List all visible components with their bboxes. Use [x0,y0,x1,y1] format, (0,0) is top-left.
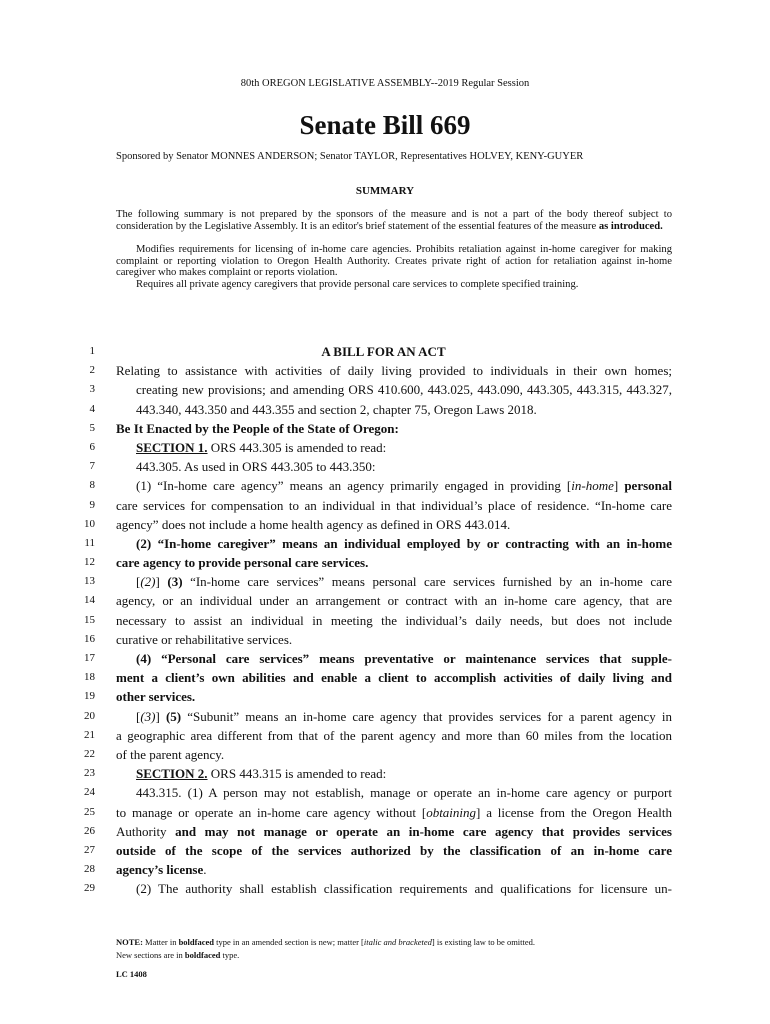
line-number: 19 [84,690,95,703]
text-run: (2) “In-home caregiver” means an individual employed by or contracting with an in-home [136,535,672,551]
line-text [116,668,672,687]
text-run: in-home [571,478,614,494]
line-number: 7 [89,460,95,473]
text-run: 443.315. (1) A person may not establish, manage or operate an in-home care agency or purport [136,785,672,801]
section-heading: SECTION 2. [136,766,208,782]
text-run: ORS 443.315 is amended to read: [207,766,387,782]
bill-line [70,591,672,610]
bill-line [70,841,672,860]
bill-line [70,553,672,572]
note-text: ] is existing law to be omitted. [431,937,536,947]
text-run: ment a client’s own abilities and enable a client to accomplish activities of daily living and [116,670,672,686]
line-number: 8 [89,479,95,492]
bill-line [70,783,672,802]
line-number: 10 [84,517,95,530]
text-run: creating new provisions; and amending ORS 410.600, 443.025, 443.090, 443.305, 443.315, 443.327, [136,382,672,398]
bill-line [70,457,672,476]
line-text [116,553,672,572]
line-number: 25 [84,805,95,818]
line-text [116,783,672,802]
text-run: agency” does not include a home health agency as defined in ORS 443.014. [116,516,511,532]
bill-line [70,668,672,687]
text-run: A BILL FOR AN ACT [321,344,446,359]
note-bold: boldfaced [184,949,221,960]
line-number: 24 [84,786,95,799]
text-run: (3) [167,574,183,590]
text-run: Relating to assistance with activities of daily living provided to individuals in their own homes; [116,363,672,379]
bill-line [70,572,672,591]
text-run: outside of the scope of the services authorized by the classification of an in-home care [116,842,672,858]
line-text [116,438,672,457]
line-text [116,361,672,380]
text-run: agency, or an individual under an arrangement or contract with an in-home care agency, that are [116,593,672,609]
text-run: ] [155,574,168,590]
line-text [116,764,672,783]
text-run: 443.340, 443.350 and 443.355 and section 2, chapter 75, Oregon Laws 2018. [136,401,537,417]
bill-line [70,860,672,879]
text-run: ] a license from the Oregon Health [476,804,672,820]
line-number: 14 [84,594,95,607]
line-text [116,726,672,745]
footer-note [116,936,535,961]
text-run: ] [155,708,166,724]
line-text [116,572,672,591]
summary-paragraph-2: Requires all private agency caregivers that provide personal care services to complete specified training. [136,278,579,290]
bill-line [70,726,672,745]
line-number: 28 [84,863,95,876]
text-run: . [203,862,207,878]
disclaimer-bold: as introduced. [598,220,663,232]
line-number: 5 [89,421,95,434]
bill-line [70,611,672,630]
text-run: Be It Enacted by the People of the State of Oregon: [116,420,399,436]
line-text [116,400,672,419]
note-text: type. [220,949,240,960]
line-text [116,591,672,610]
text-run: [ [566,478,572,494]
line-number: 12 [84,556,95,569]
line-number: 21 [84,728,95,741]
note-text: New sections are in [116,949,185,960]
text-run: (1) “In-home care agency” means an agency primarily engaged in providing [136,478,567,494]
bill-title: Senate Bill 669 [299,110,471,140]
bill-line [70,476,672,495]
bill-heading [95,342,672,361]
line-number: 29 [84,882,95,895]
text-run: [ [136,708,141,724]
summary-disclaimer [116,209,672,232]
bill-line [70,803,672,822]
session-header: 80th OREGON LEGISLATIVE ASSEMBLY--2019 Regular Session [240,78,530,89]
text-run: ORS 443.305 is amended to read: [207,439,387,455]
line-number: 9 [89,498,95,511]
line-number: 16 [84,632,95,645]
text-run: agency’s license [116,862,204,878]
bill-line [70,400,672,419]
text-run: obtaining [426,804,477,820]
text-run: personal [624,478,672,494]
line-number: 1 [89,345,95,357]
bill-line [70,515,672,534]
text-run: Authority [116,823,176,839]
lc-number: LC 1408 [116,969,147,979]
note-text: Matter in [142,937,179,947]
bill-line [70,630,672,649]
line-number: 2 [89,364,95,377]
line-text [116,649,672,668]
line-text [116,860,672,879]
text-run: other services. [116,689,196,705]
bill-body [70,342,672,898]
line-number: 4 [89,402,95,415]
bill-line [70,534,672,553]
line-text [116,687,672,706]
bill-line [70,764,672,783]
text-run: (5) [165,708,182,724]
line-text [116,534,672,553]
line-text [116,822,672,841]
text-run: to manage or operate an in-home care agency without [ [116,804,427,820]
line-number: 20 [84,709,95,722]
line-text [116,496,672,515]
line-number: 18 [84,671,95,684]
bill-line [70,496,672,515]
line-text [116,879,672,898]
line-number: 13 [84,575,95,588]
line-number: 11 [84,536,95,549]
bill-line [70,380,672,399]
line-text [116,476,672,495]
summary-paragraph-1: Modifies requirements for licensing of in-home care agencies. Prohibits retaliation against in-home caregiver for making complaint or reporting violation to Oregon Health Authority. Creates private right of action for retaliation against in-home caregiver who makes complaint or reports violation. [116,244,672,278]
text-run: “Subunit” means an in-home care agency that provides services for a parent agency in [181,708,672,724]
sponsors-line: Sponsored by Senator MONNES ANDERSON; Senator TAYLOR, Representatives HOLVEY, KENY-GUYER [116,151,584,162]
text-run: “In-home care services” means personal care services furnished by an in-home care [182,574,672,590]
line-text [116,707,672,726]
line-text [116,380,672,399]
line-number: 6 [89,440,95,453]
text-run: necessary to assist an individual in meeting the individual’s daily needs, but does not include [116,612,672,628]
bill-line [70,361,672,380]
bill-line [70,822,672,841]
note-italic: italic and bracketed [363,937,432,947]
line-text [116,419,672,438]
text-run: (2) [140,574,156,590]
bill-line [70,342,672,361]
line-text [116,457,672,476]
line-number: 23 [84,767,95,780]
bill-line [70,745,672,764]
line-text [116,515,672,534]
line-text [116,611,672,630]
note-bold: boldfaced [178,937,214,947]
bill-line [70,419,672,438]
line-number: 15 [84,613,95,626]
bill-line [70,649,672,668]
bill-line [70,707,672,726]
bill-line [70,438,672,457]
line-number: 3 [89,383,95,396]
line-number: 27 [84,843,95,856]
line-text [116,630,672,649]
text-run: of the parent agency. [116,746,225,762]
text-run: a geographic area different from that of the parent agency and more than 60 miles from the location [116,727,672,743]
text-run: ] [613,478,625,494]
text-run: curative or rehabilitative services. [116,631,293,647]
bill-line [70,879,672,898]
text-run: (2) The authority shall establish classification requirements and qualifications for licensure un- [136,881,672,897]
summary-section [116,209,672,290]
line-text [116,745,672,764]
text-run: (3) [140,708,156,724]
section-heading: SECTION 1. [136,439,208,455]
text-run: 443.305. As used in ORS 443.305 to 443.350: [136,459,376,475]
text-run: [ [136,574,141,590]
note-text: type in an amended section is new; matter [ [214,937,364,947]
text-run: and may not manage or operate an in-home care agency that provides services [175,823,672,839]
line-text [116,841,672,860]
summary-heading: SUMMARY [355,185,415,197]
line-number: 22 [84,747,95,760]
line-number: 17 [84,652,95,664]
text-run: care agency to provide personal care services. [116,555,369,571]
text-run: care services for compensation to an individual in that individual’s place of residence. “In-home care [116,497,672,513]
text-run: (4) “Personal care services” means preventative or maintenance services that supple- [136,651,672,666]
line-text [116,803,672,822]
line-number: 26 [84,824,95,837]
note-label: NOTE: [116,937,143,947]
bill-line [70,687,672,706]
disclaimer-text: The following summary is not prepared by the sponsors of the measure and is not a part of the body thereof subject to consideration by the Legislative Assembly. It is an editor's brief statement of the essential features of the measure [116,209,672,232]
